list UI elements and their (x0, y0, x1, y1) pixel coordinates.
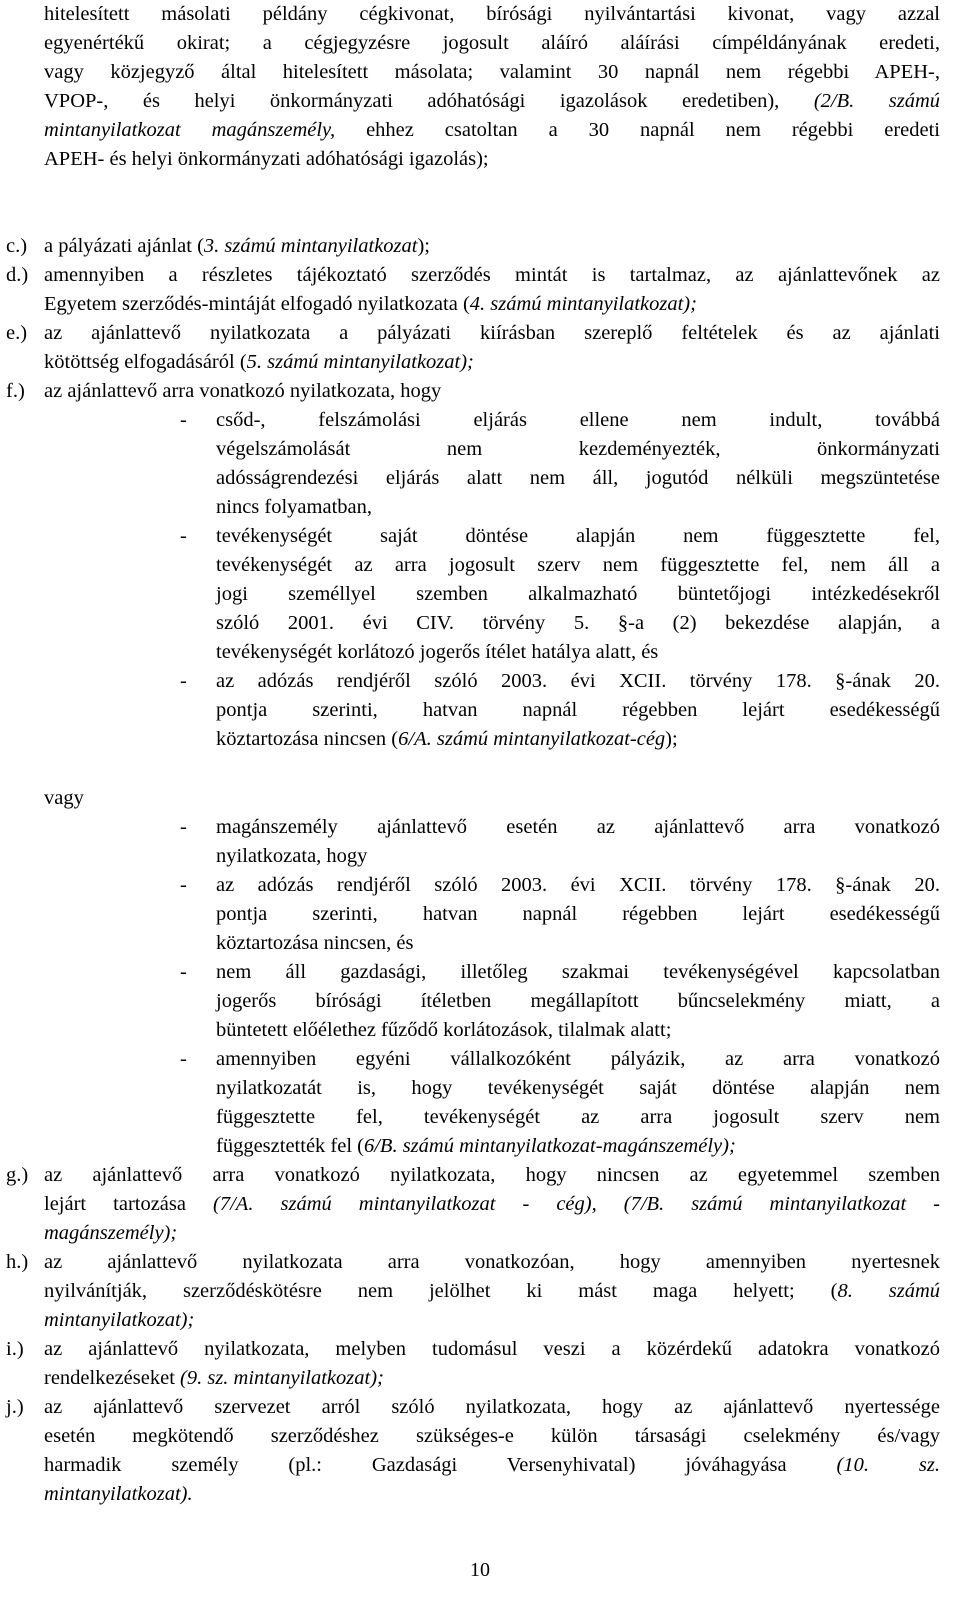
text-run: tevékenységét az arra jogosult szerv nem függesztette fel, nem áll a (216, 554, 940, 576)
item-i-marker: i.) (6, 1338, 24, 1360)
text-run: adósságrendezési eljárás alatt nem áll, jogutód nélküli megszüntetése (216, 467, 940, 489)
text-line (216, 929, 940, 958)
italic-reference: (2/B. számú (813, 90, 940, 112)
text-run: az adózás rendjéről szóló 2003. évi XCII. törvény 178. §-ának 20. (216, 874, 940, 896)
text-line (44, 1190, 940, 1219)
italic-reference: magánszemély); (44, 1222, 178, 1244)
text-line (44, 1393, 940, 1422)
text-line (216, 1016, 940, 1045)
text-line (44, 87, 940, 116)
text-line (216, 958, 940, 987)
vagy-label: vagy (44, 787, 84, 809)
text-line (44, 377, 940, 406)
italic-reference: (10. sz. (836, 1454, 940, 1476)
italic-reference: mintanyilatkozat). (44, 1483, 193, 1505)
text-run: ehhez csatoltan a 30 napnál nem régebbi eredeti (335, 119, 940, 141)
item-f-marker: f.) (6, 380, 25, 402)
italic-reference: 8. számú (837, 1280, 940, 1302)
text-run: nyilatkozata, hogy (216, 845, 368, 867)
text-line (44, 58, 940, 87)
f-bullet-dash: - (180, 409, 187, 431)
text-line (44, 1161, 940, 1190)
text-run: pontja szerinti, hatvan napnál régebben lejárt esedékességű (216, 699, 940, 721)
italic-reference: 5. számú mintanyilatkozat); (246, 351, 474, 373)
v-bullet-dash: - (180, 816, 187, 838)
text-line (44, 1422, 940, 1451)
text-line (44, 1335, 940, 1364)
text-run: az ajánlattevő arra vonatkozó nyilatkozata, hogy nincsen az egyetemmel szemben (44, 1164, 940, 1186)
text-run: magánszemély ajánlattevő esetén az ajánlattevő arra vonatkozó (216, 816, 940, 838)
text-run: ); (665, 728, 678, 750)
text-line (44, 29, 940, 58)
text-run: lejárt tartozása (44, 1193, 214, 1215)
italic-reference: (9. sz. mintanyilatkozat); (180, 1367, 384, 1389)
italic-reference: 3. számú mintanyilatkozat (203, 235, 418, 257)
text-run: büntetett előélethez fűződő korlátozások, tilalmak alatt; (216, 1019, 672, 1041)
text-run: tevékenységét saját döntése alapján nem függesztette fel, (216, 525, 940, 547)
text-line (44, 1219, 940, 1248)
text-run: jogerős bírósági ítéletben megállapított bűncselekmény miatt, a (216, 990, 940, 1012)
f-bullet-dash: - (180, 670, 187, 692)
item-d-marker: d.) (6, 264, 29, 286)
text-run: Egyetem szerződés-mintáját elfogadó nyilatkozata ( (44, 293, 470, 315)
v-bullet-dash: - (180, 1048, 187, 1070)
text-run: VPOP-, és helyi önkormányzati adóhatósági igazolások eredetiben), (44, 90, 814, 112)
text-line (44, 232, 940, 261)
text-line (216, 1045, 940, 1074)
text-run: egyenértékű okirat; a cégjegyzésre jogosult aláíró aláírási címpéldányának eredeti, (44, 32, 940, 54)
text-line (216, 813, 940, 842)
text-run: vagy közjegyző által hitelesített másolata; valamint 30 napnál nem régebbi APEH-, (44, 61, 940, 83)
text-line (44, 1451, 940, 1480)
text-run: az ajánlattevő nyilatkozata a pályázati kiírásban szereplő feltételek és az ajánlati (44, 322, 940, 344)
italic-reference: 4. számú mintanyilatkozat); (469, 293, 697, 315)
text-run: pontja szerinti, hatvan napnál régebben lejárt esedékességű (216, 903, 940, 925)
italic-reference: mintanyilatkozat magánszemély, (44, 119, 336, 141)
text-run: nyilvánítják, szerződéskötésre nem jelölhet ki mást maga helyett; ( (44, 1280, 838, 1302)
item-e-marker: e.) (6, 322, 28, 344)
text-run: szóló 2001. évi CIV. törvény 5. §-a (2) bekezdése alapján, a (216, 612, 940, 634)
item-h-marker: h.) (6, 1251, 29, 1273)
text-line (44, 1364, 940, 1393)
text-line (216, 435, 940, 464)
text-line (216, 406, 940, 435)
text-line (44, 1277, 940, 1306)
v-bullet-dash: - (180, 961, 187, 983)
text-line (216, 1103, 940, 1132)
text-line (44, 1306, 940, 1335)
item-g-marker: g.) (6, 1164, 29, 1186)
text-line (216, 871, 940, 900)
text-line (44, 116, 940, 145)
page-number: 10 (470, 1559, 490, 1581)
text-run: az ajánlattevő nyilatkozata, melyben tudomásul veszi a közérdekű adatokra vonatkozó (44, 1338, 940, 1360)
text-run: jogi személlyel szemben alkalmazható büntetőjogi intézkedésekről (216, 583, 940, 605)
text-run: köztartozása nincsen ( (216, 728, 399, 750)
text-run: az ajánlattevő nyilatkozata arra vonatkozóan, hogy amennyiben nyertesnek (44, 1251, 940, 1273)
text-line (44, 261, 940, 290)
text-run: amennyiben a részletes tájékoztató szerződés mintát is tartalmaz, az ajánlattevőnek az (44, 264, 940, 286)
text-line (216, 609, 940, 638)
text-line (44, 348, 940, 377)
text-run: hitelesített másolati példány cégkivonat, bírósági nyilvántartási kivonat, vagy azzal (44, 3, 940, 25)
text-line (44, 319, 940, 348)
text-line (216, 987, 940, 1016)
text-line (216, 725, 940, 754)
text-run: ); (417, 235, 430, 257)
text-line (44, 1480, 940, 1509)
text-line (216, 842, 940, 871)
italic-reference: 6/A. számú mintanyilatkozat-cég (398, 728, 666, 750)
f-bullet-dash: - (180, 525, 187, 547)
text-run: az ajánlattevő arra vonatkozó nyilatkozata, hogy (44, 380, 442, 402)
text-run: a pályázati ajánlat ( (44, 235, 204, 257)
text-line (216, 464, 940, 493)
text-run: rendelkezéseket (44, 1367, 181, 1389)
text-run: függesztette fel, tevékenységét az arra jogosult szerv nem (216, 1106, 940, 1128)
text-line (216, 638, 940, 667)
text-line (216, 900, 940, 929)
text-run: nem áll gazdasági, illetőleg szakmai tevékenységével kapcsolatban (216, 961, 940, 983)
v-bullet-dash: - (180, 874, 187, 896)
text-run: függesztették fel ( (216, 1135, 364, 1157)
text-line (216, 493, 940, 522)
text-line (216, 551, 940, 580)
text-line (216, 696, 940, 725)
text-run: végelszámolását nem kezdeményezték, önkormányzati (216, 438, 940, 460)
italic-reference: 6/B. számú mintanyilatkozat-magánszemély); (363, 1135, 736, 1157)
text-line (216, 580, 940, 609)
text-run: csőd-, felszámolási eljárás ellene nem indult, továbbá (216, 409, 940, 431)
text-run: az adózás rendjéről szóló 2003. évi XCII. törvény 178. §-ának 20. (216, 670, 940, 692)
text-line (216, 667, 940, 696)
text-line (44, 0, 940, 29)
text-line (44, 145, 940, 174)
text-run: nincs folyamatban, (216, 496, 372, 518)
text-run: köztartozása nincsen, és (216, 932, 414, 954)
text-line (44, 290, 940, 319)
item-j-marker: j.) (6, 1396, 24, 1418)
text-line (216, 1074, 940, 1103)
text-run: kötöttség elfogadásáról ( (44, 351, 247, 373)
text-line (216, 522, 940, 551)
italic-reference: (7/A. számú mintanyilatkozat - cég), (7/B. számú mintanyilatkozat - (213, 1193, 941, 1215)
item-c-marker: c.) (6, 235, 28, 257)
text-line (216, 1132, 940, 1161)
text-run: APEH- és helyi önkormányzati adóhatósági igazolás); (44, 148, 489, 170)
text-run: esetén megkötendő szerződéshez szükséges-e külön társasági cselekmény és/vagy (44, 1425, 940, 1447)
text-run: tevékenységét korlátozó jogerős ítélet hatálya alatt, és (216, 641, 659, 663)
text-run: amennyiben egyéni vállalkozóként pályázik, az arra vonatkozó (216, 1048, 940, 1070)
text-run: az ajánlattevő szervezet arról szóló nyilatkozata, hogy az ajánlattevő nyertessége (44, 1396, 940, 1418)
text-run: nyilatkozatát is, hogy tevékenységét saját döntése alapján nem (216, 1077, 940, 1099)
text-run: harmadik személy (pl.: Gazdasági Versenyhivatal) jóváhagyása (44, 1454, 837, 1476)
text-line (44, 1248, 940, 1277)
italic-reference: mintanyilatkozat); (44, 1309, 195, 1331)
